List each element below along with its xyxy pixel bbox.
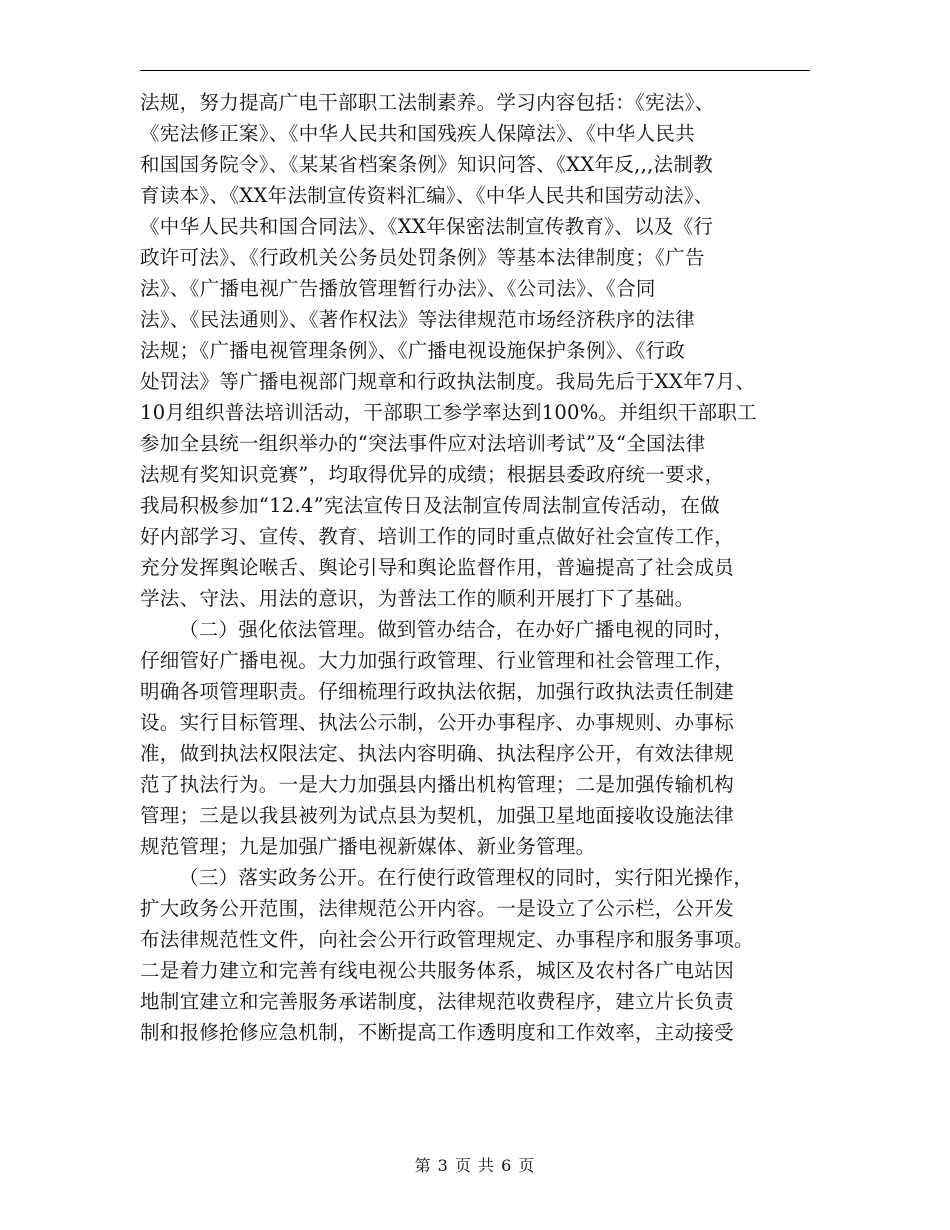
text-line: （二）强化依法管理。做到管办结合，在办好广播电视的同时， — [179, 618, 734, 641]
text-line: 我局积极参加“12.4”宪法宣传日及法制宣传周法制宣传活动，在做 — [140, 494, 720, 517]
text-line: 学法、守法、用法的意识，为普法工作的顺利开展打下了基础。 — [140, 587, 695, 610]
text-line: 设。实行目标管理、执法公示制，公开办事程序、办事规则、办事标 — [140, 711, 735, 734]
text-line: 10月组织普法培训活动，干部职工参学率达到100%。并组织干部职工 — [140, 401, 757, 424]
text-line: 规范管理；九是加强广播电视新媒体、新业务管理。 — [140, 835, 596, 858]
text-line: 充分发挥舆论喉舌、舆论引导和舆论监督作用，普遍提高了社会成员 — [140, 556, 735, 579]
text-line: 参加全县统一组织举办的“突法事件应对法培训考试”及“全国法律 — [140, 432, 706, 455]
text-line: 和国国务院令》、《某某省档案条例》知识问答、《XX年反,,,法制教 — [140, 153, 714, 176]
text-line: 处罚法》等广播电视部门规章和行政执法制度。我局先后于XX年7月、 — [140, 370, 756, 393]
text-line: 仔细管好广播电视。大力加强行政管理、行业管理和社会管理工作， — [140, 649, 735, 672]
text-line: 育读本》、《XX年法制宣传资料汇编》、《中华人民共和国劳动法》、 — [140, 184, 714, 207]
text-line: 布法律规范性文件，向社会公开行政管理规定、办事程序和服务事项。 — [140, 928, 754, 951]
text-line: 制和报修抢修应急机制，不断提高工作透明度和工作效率，主动接受 — [140, 1021, 735, 1044]
text-line: 法规；《广播电视管理条例》、《广播电视设施保护条例》、《行政 — [140, 339, 686, 362]
text-line: 地制宜建立和完善服务承诺制度，法律规范收费程序，建立片长负责 — [140, 990, 735, 1013]
text-line: 扩大政务公开范围，法律规范公开内容。一是设立了公示栏，公开发 — [140, 897, 735, 920]
body-text — [140, 87, 820, 1048]
text-line: 明确各项管理职责。仔细梳理行政执法依据，加强行政执法责任制建 — [140, 680, 735, 703]
text-line: 法》、《广播电视广告播放管理暂行办法》、《公司法》、《合同 — [140, 277, 656, 300]
text-line: 准，做到执法权限法定、执法内容明确、执法程序公开，有效法律规 — [140, 742, 735, 765]
text-line: 政许可法》、《行政机关公务员处罚条例》等基本法律制度；《广告 — [140, 246, 705, 269]
text-line: 法规，努力提高广电干部职工法制素养。学习内容包括：《宪法》、 — [140, 91, 715, 114]
header-rule — [140, 70, 810, 71]
text-line: 好内部学习、宣传、教育、培训工作的同时重点做好社会宣传工作， — [140, 525, 735, 548]
text-line: 《中华人民共和国合同法》、《XX年保密法制宣传教育》、以及《行 — [140, 215, 714, 238]
page-footer: 第 3 页 共 6 页 — [414, 1156, 536, 1175]
text-line: 二是着力建立和完善有线电视公共服务体系，城区及农村各广电站因 — [140, 959, 735, 982]
text-line: 管理；三是以我县被列为试点县为契机，加强卫星地面接收设施法律 — [140, 804, 735, 827]
text-line: 《宪法修正案》、《中华人民共和国残疾人保障法》、《中华人民共 — [140, 122, 696, 145]
text-line: 法规有奖知识竞赛”，均取得优异的成绩；根据县委政府统一要求， — [140, 463, 725, 486]
text-line: 范了执法行为。一是大力加强县内播出机构管理；二是加强传输机构 — [140, 773, 735, 796]
text-line: （三）落实政务公开。在行使行政管理权的同时，实行阳光操作， — [179, 866, 754, 889]
text-line: 法》、《民法通则》、《著作权法》等法律规范市场经济秩序的法律 — [140, 308, 696, 331]
